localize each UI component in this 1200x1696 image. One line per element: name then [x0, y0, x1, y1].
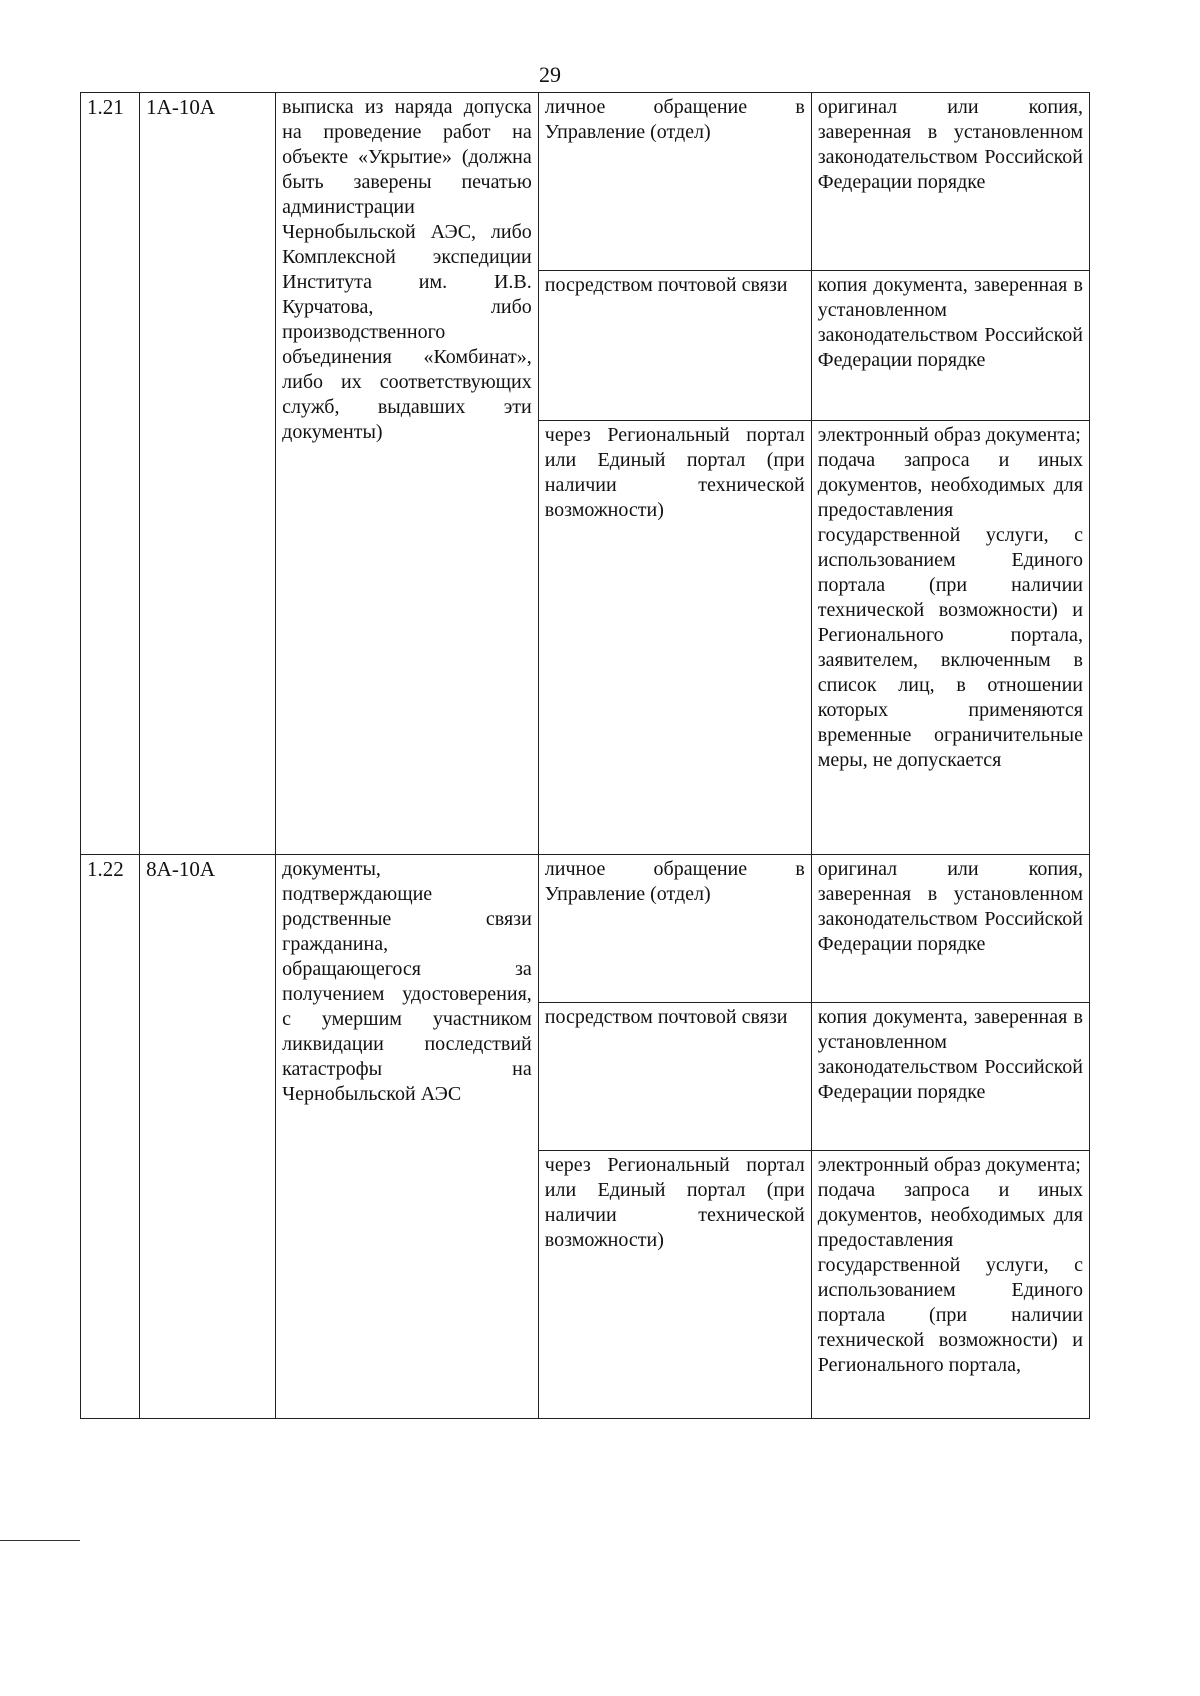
document-form	[811, 421, 1089, 855]
category-code: 1А-10А	[140, 93, 276, 855]
document-form-text: оригинал или копия, заверенная в установленном законодательством Российской Федерации порядке	[817, 96, 1083, 193]
category-code: 8А-10А	[140, 855, 276, 1419]
document-form-text: оригинал или копия, заверенная в установленном законодательством Российской Федерации порядке	[817, 858, 1083, 955]
submission-method: через Региональный портал или Единый портал (при наличии технической возможности)	[538, 1151, 811, 1419]
document-form-note: подача запроса и иных документов, необходимых для предоставления государственной услуги, с использованием Единого портала (при наличии технической возможности) и Регионального портала,	[817, 1179, 1083, 1376]
table-row	[81, 93, 1090, 271]
row-number: 1.21	[81, 93, 140, 855]
submission-method: личное обращение в Управление (отдел)	[538, 93, 811, 271]
document-form-text: копия документа, заверенная в установленном законодательством Российской Федерации порядке	[817, 1006, 1083, 1103]
document-form-text: копия документа, заверенная в установленном законодательством Российской Федерации порядке	[817, 274, 1083, 371]
document-name: выписка из наряда допуска на проведение работ на объекте «Укрытие» (должна быть заверены печатью администрации Чернобыльской АЭС, либо Комплексной экспедиции Института им. И.В. Курчатова, либо производственного объединения «Комбинат», либо их соответствующих служб, выдавших эти документы)	[276, 93, 539, 855]
page-number: 29	[539, 62, 561, 87]
row-number: 1.22	[81, 855, 140, 1419]
document-form-text: электронный образ документа;	[817, 1154, 1081, 1176]
requirements-table	[80, 92, 1090, 1419]
submission-method: личное обращение в Управление (отдел)	[538, 855, 811, 1003]
submission-method: посредством почтовой связи	[538, 271, 811, 421]
document-form	[811, 93, 1089, 271]
document-form-note: подача запроса и иных документов, необходимых для предоставления государственной услуги, с использованием Единого портала (при наличии технической возможности) и Регионального портала, заявителем, включенным в список лиц, в отношении которых применяются временные ограничительные меры, не допускается	[817, 449, 1083, 771]
table-row	[81, 855, 1090, 1003]
submission-method: через Региональный портал или Единый портал (при наличии технической возможности)	[538, 421, 811, 855]
document-form	[811, 1003, 1089, 1151]
document-form	[811, 1151, 1089, 1419]
document-form	[811, 271, 1089, 421]
document-form	[811, 855, 1089, 1003]
document-name: документы, подтверждающие родственные связи гражданина, обращающегося за получением удостоверения, с умершим участником ликвидации последствий катастрофы на Чернобыльской АЭС	[276, 855, 539, 1419]
footnote-rule	[0, 1540, 80, 1541]
document-form-text: электронный образ документа;	[817, 424, 1081, 446]
submission-method: посредством почтовой связи	[538, 1003, 811, 1151]
